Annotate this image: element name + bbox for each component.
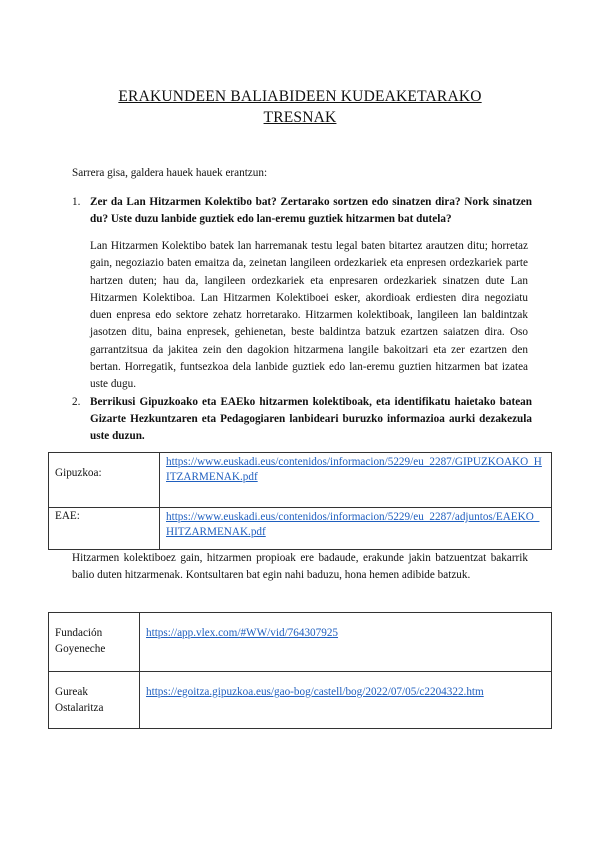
- row-link-cell: [160, 453, 552, 508]
- gipuzkoa-link[interactable]: https://www.euskadi.eus/contenidos/informacion/5229/eu_2287/GIPUZKOAKO_HITZARMENAK.pdf: [166, 456, 542, 483]
- row-link-cell: [160, 508, 552, 550]
- question-2: [72, 394, 532, 445]
- question-1-number: 1.: [72, 196, 81, 208]
- goyeneche-link[interactable]: https://app.vlex.com/#WW/vid/764307925: [146, 627, 339, 639]
- answer-1: Lan Hitzarmen Kolektibo batek lan harremanak testu legal baten bitartez arautzen ditu; horretaz gain, negoziazio baten emaitza da, zeinetan langileen ordezkariek eta enpresen ordezkariek parte hartzen duten; hau da, langileen ordezkariek eta enpresaren ordezkariek sinatzen dute Lan Hitzarmen Kolektiboa. Lan Hitzarmen Kolektiboei esker, akordioak erdiesten dira negoziatu duen enpresa edo sektore zehatz horretarako. Hitzarmen kolektiboak, langileen lan baldintzak jasotzen ditu, baina enpresek, gehienetan, beste baldintza batzuk ezartzen saiatzen dira. Oso garrantzitsua da jakitea zein den dagokion hitzarmena langile bakoitzari eta zer ezartzen den bertan. Horregatik, funtsezkoa dela lanbide guztiek edo lan-eremu guztien hitzarmen bat izatea uste dugu.: [90, 240, 528, 391]
- examples-table: [48, 612, 552, 729]
- table-row: [49, 508, 552, 550]
- row-link-cell: [140, 672, 552, 729]
- table-row: [49, 613, 552, 672]
- table-row: [49, 672, 552, 729]
- row-label: Gipuzkoa:: [49, 453, 160, 508]
- own-agreements-paragraph: Hitzarmen kolektiboez gain, hitzarmen propioak ere badaude, erakunde jakin batzuentzat bakarrik balio duten hitzarmenak. Kontsultaren bat egin nahi baduzu, hona hemen adibide batzuk.: [72, 552, 528, 581]
- eae-link[interactable]: https://www.euskadi.eus/contenidos/informacion/5229/eu_2287/adjuntos/EAEKO_HITZARMENAK.pdf: [166, 511, 540, 538]
- title-line-1: ERAKUNDEEN BALIABIDEEN KUDEAKETARAKO: [118, 88, 482, 105]
- agreements-table: [48, 452, 552, 550]
- question-1-text: Zer da Lan Hitzarmen Kolektibo bat? Zertarako sortzen edo sinatzen dira? Nork sinatzen du? Uste duzu lanbide guztiek edo lan-eremu guztiek hitzarmen bat dutela?: [90, 196, 532, 225]
- question-2-number: 2.: [72, 396, 81, 408]
- title-line-2: TRESNAK: [263, 109, 337, 126]
- table-row: [49, 453, 552, 508]
- row-link-cell: [140, 613, 552, 672]
- intro-text: Sarrera gisa, galdera hauek hauek erantzun:: [72, 167, 268, 179]
- question-1: [72, 194, 532, 228]
- row-label: Fundación Goyeneche: [49, 613, 140, 672]
- gureak-link[interactable]: https://egoitza.gipuzkoa.eus/gao-bog/castell/bog/2022/07/05/c2204322.htm: [146, 686, 484, 698]
- question-2-text: Berrikusi Gipuzkoako eta EAEko hitzarmen kolektiboak, eta identifikatu haietako batean Gizarte Hezkuntzaren eta Pedagogiaren lanbideari buruzko informazioa aurki dezakezula uste duzun.: [90, 396, 532, 442]
- row-label: Gureak Ostalaritza: [49, 672, 140, 729]
- row-label: EAE:: [49, 508, 160, 550]
- document-title: [60, 86, 540, 128]
